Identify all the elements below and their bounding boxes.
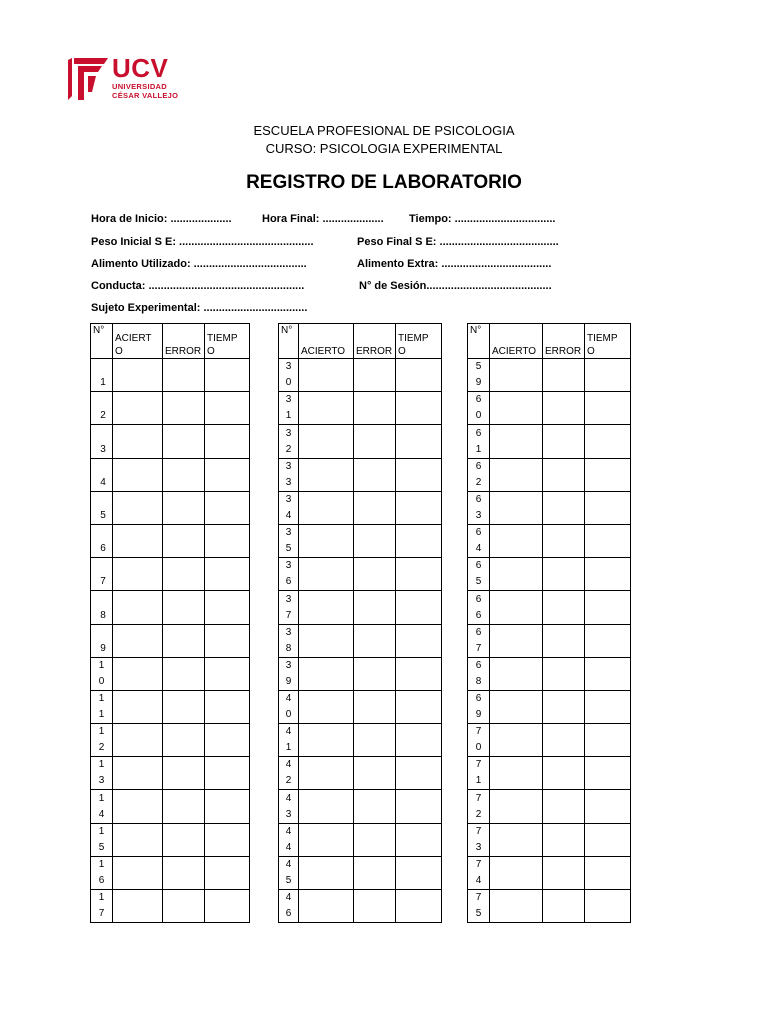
acierto-cell[interactable]	[113, 657, 163, 690]
tiempo-cell[interactable]	[205, 458, 250, 491]
tiempo-cell[interactable]	[396, 591, 442, 624]
row-number: 63	[468, 491, 490, 524]
error-cell[interactable]	[543, 790, 585, 823]
acierto-cell[interactable]	[299, 890, 354, 923]
acierto-cell[interactable]	[299, 690, 354, 723]
row-number: 35	[279, 524, 299, 557]
header-acierto: ACIERTO	[299, 324, 354, 359]
tiempo-cell[interactable]	[585, 823, 631, 856]
acierto-cell[interactable]	[299, 591, 354, 624]
table-row	[468, 558, 631, 591]
header-acierto: ACIERTO	[113, 324, 163, 359]
tiempo-cell[interactable]	[396, 524, 442, 557]
table-row	[91, 458, 250, 491]
table-row	[279, 458, 442, 491]
school-heading: ESCUELA PROFESIONAL DE PSICOLOGIA	[253, 123, 515, 138]
header-acierto: ACIERTO	[490, 324, 543, 359]
error-cell[interactable]	[543, 458, 585, 491]
error-cell[interactable]	[543, 591, 585, 624]
error-cell[interactable]	[354, 856, 396, 889]
row-number: 41	[279, 724, 299, 757]
conducta-field: Conducta: ...................................................	[91, 280, 305, 292]
header-tiempo: TIEMPO	[396, 324, 442, 359]
error-cell[interactable]	[163, 591, 205, 624]
tiempo-cell[interactable]	[205, 425, 250, 458]
error-cell[interactable]	[354, 823, 396, 856]
table-row	[91, 890, 250, 923]
record-table-1	[90, 323, 250, 923]
tiempo-cell[interactable]	[205, 524, 250, 557]
row-number: 39	[279, 657, 299, 690]
error-cell[interactable]	[163, 790, 205, 823]
table-row	[279, 524, 442, 557]
acierto-cell[interactable]	[299, 392, 354, 425]
header-no: N°	[91, 324, 113, 359]
error-cell[interactable]	[354, 657, 396, 690]
acierto-cell[interactable]	[113, 558, 163, 591]
error-cell[interactable]	[163, 458, 205, 491]
row-number: 71	[468, 757, 490, 790]
peso-inicial-field: Peso Inicial S E: ............................................	[91, 236, 314, 248]
logo-line2: CÉSAR VALLEJO	[112, 91, 179, 100]
error-cell[interactable]	[543, 425, 585, 458]
sesion-field: N° de Sesión.........................................	[359, 280, 552, 292]
row-number: 10	[91, 657, 113, 690]
table-row	[91, 558, 250, 591]
tiempo-cell[interactable]	[585, 359, 631, 392]
acierto-cell[interactable]	[113, 624, 163, 657]
row-number: 62	[468, 458, 490, 491]
table-row	[279, 359, 442, 392]
error-cell[interactable]	[163, 856, 205, 889]
sujeto-field: Sujeto Experimental: ..................................	[91, 302, 308, 314]
acierto-cell[interactable]	[490, 823, 543, 856]
row-number: 42	[279, 757, 299, 790]
error-cell[interactable]	[543, 359, 585, 392]
table-row	[468, 458, 631, 491]
acierto-cell[interactable]	[113, 392, 163, 425]
error-cell[interactable]	[543, 890, 585, 923]
table-row	[91, 657, 250, 690]
row-number: 70	[468, 724, 490, 757]
acierto-cell[interactable]	[490, 624, 543, 657]
acierto-cell[interactable]	[113, 491, 163, 524]
tiempo-field: Tiempo: .................................	[409, 213, 556, 225]
table-row	[468, 757, 631, 790]
row-number: 67	[468, 624, 490, 657]
table-row	[468, 890, 631, 923]
row-number: 11	[91, 690, 113, 723]
table-row	[279, 624, 442, 657]
header-tiempo: TIEMPO	[585, 324, 631, 359]
acierto-cell[interactable]	[113, 890, 163, 923]
table-row	[279, 856, 442, 889]
row-number: 31	[279, 392, 299, 425]
row-number: 13	[91, 757, 113, 790]
table-row	[91, 856, 250, 889]
error-cell[interactable]	[543, 690, 585, 723]
acierto-cell[interactable]	[490, 491, 543, 524]
tiempo-cell[interactable]	[585, 524, 631, 557]
table-row	[468, 425, 631, 458]
row-number: 1	[91, 359, 113, 392]
table-row	[279, 558, 442, 591]
logo-name: UCV	[112, 53, 169, 83]
error-cell[interactable]	[543, 392, 585, 425]
acierto-cell[interactable]	[113, 690, 163, 723]
acierto-cell[interactable]	[299, 558, 354, 591]
tiempo-cell[interactable]	[205, 558, 250, 591]
acierto-cell[interactable]	[299, 823, 354, 856]
table-row	[91, 392, 250, 425]
table-row	[91, 491, 250, 524]
tiempo-cell[interactable]	[205, 359, 250, 392]
acierto-cell[interactable]	[490, 558, 543, 591]
page-title: REGISTRO DE LABORATORIO	[246, 172, 522, 193]
tiempo-cell[interactable]	[396, 425, 442, 458]
tiempo-cell[interactable]	[396, 491, 442, 524]
error-cell[interactable]	[354, 690, 396, 723]
tiempo-cell[interactable]	[396, 890, 442, 923]
error-cell[interactable]	[543, 724, 585, 757]
tiempo-cell[interactable]	[585, 690, 631, 723]
course-heading: CURSO: PSICOLOGIA EXPERIMENTAL	[265, 141, 503, 156]
table-row	[468, 690, 631, 723]
acierto-cell[interactable]	[299, 757, 354, 790]
acierto-cell[interactable]	[490, 392, 543, 425]
table-row	[468, 823, 631, 856]
row-number: 16	[91, 856, 113, 889]
acierto-cell[interactable]	[299, 524, 354, 557]
error-cell[interactable]	[543, 624, 585, 657]
error-cell[interactable]	[163, 425, 205, 458]
tiempo-cell[interactable]	[205, 392, 250, 425]
tiempo-cell[interactable]	[585, 591, 631, 624]
table-row	[279, 392, 442, 425]
record-table-2	[278, 323, 442, 923]
error-cell[interactable]	[354, 757, 396, 790]
acierto-cell[interactable]	[299, 790, 354, 823]
error-cell[interactable]	[354, 359, 396, 392]
table-row	[91, 724, 250, 757]
row-number: 36	[279, 558, 299, 591]
table-row	[91, 790, 250, 823]
error-cell[interactable]	[163, 657, 205, 690]
error-cell[interactable]	[163, 359, 205, 392]
error-cell[interactable]	[543, 491, 585, 524]
row-number: 66	[468, 591, 490, 624]
error-cell[interactable]	[543, 558, 585, 591]
tiempo-cell[interactable]	[205, 856, 250, 889]
tiempo-cell[interactable]	[205, 757, 250, 790]
row-number: 64	[468, 524, 490, 557]
acierto-cell[interactable]	[113, 823, 163, 856]
tiempo-cell[interactable]	[396, 690, 442, 723]
header-error: ERROR	[163, 324, 205, 359]
acierto-cell[interactable]	[299, 425, 354, 458]
acierto-cell[interactable]	[113, 591, 163, 624]
error-cell[interactable]	[543, 524, 585, 557]
error-cell[interactable]	[163, 524, 205, 557]
table-row	[91, 823, 250, 856]
error-cell[interactable]	[163, 823, 205, 856]
row-number: 74	[468, 856, 490, 889]
hora-inicio-field: Hora de Inicio: ....................	[91, 213, 232, 225]
error-cell[interactable]	[163, 757, 205, 790]
table-row	[468, 591, 631, 624]
error-cell[interactable]	[354, 392, 396, 425]
acierto-cell[interactable]	[490, 591, 543, 624]
table-row	[279, 890, 442, 923]
table-row	[279, 690, 442, 723]
table-row	[91, 425, 250, 458]
header-tiempo: TIEMPO	[205, 324, 250, 359]
record-table-3	[467, 323, 631, 923]
tiempo-cell[interactable]	[396, 757, 442, 790]
table-row	[279, 491, 442, 524]
row-number: 59	[468, 359, 490, 392]
error-cell[interactable]	[163, 558, 205, 591]
acierto-cell[interactable]	[299, 491, 354, 524]
error-cell[interactable]	[543, 856, 585, 889]
alimento-field: Alimento Utilizado: .....................................	[91, 258, 307, 270]
row-number: 43	[279, 790, 299, 823]
table-row	[468, 359, 631, 392]
row-number: 17	[91, 890, 113, 923]
table-row	[279, 425, 442, 458]
row-number: 60	[468, 392, 490, 425]
table-row	[468, 491, 631, 524]
header-no: N°	[279, 324, 299, 359]
table-row	[468, 524, 631, 557]
acierto-cell[interactable]	[113, 856, 163, 889]
row-number: 32	[279, 425, 299, 458]
error-cell[interactable]	[354, 558, 396, 591]
acierto-cell[interactable]	[113, 359, 163, 392]
tiempo-cell[interactable]	[396, 856, 442, 889]
error-cell[interactable]	[163, 491, 205, 524]
error-cell[interactable]	[354, 491, 396, 524]
row-number: 69	[468, 690, 490, 723]
error-cell[interactable]	[354, 890, 396, 923]
error-cell[interactable]	[354, 624, 396, 657]
acierto-cell[interactable]	[299, 657, 354, 690]
row-number: 4	[91, 458, 113, 491]
tiempo-cell[interactable]	[585, 458, 631, 491]
acierto-cell[interactable]	[299, 624, 354, 657]
table-row	[91, 690, 250, 723]
row-number: 73	[468, 823, 490, 856]
acierto-cell[interactable]	[299, 458, 354, 491]
tiempo-cell[interactable]	[205, 624, 250, 657]
row-number: 38	[279, 624, 299, 657]
tiempo-cell[interactable]	[585, 624, 631, 657]
acierto-cell[interactable]	[490, 425, 543, 458]
acierto-cell[interactable]	[490, 458, 543, 491]
table-row	[279, 823, 442, 856]
row-number: 5	[91, 491, 113, 524]
tiempo-cell[interactable]	[205, 790, 250, 823]
row-number: 2	[91, 392, 113, 425]
row-number: 6	[91, 524, 113, 557]
acierto-cell[interactable]	[490, 757, 543, 790]
tiempo-cell[interactable]	[396, 624, 442, 657]
tiempo-cell[interactable]	[585, 392, 631, 425]
row-number: 37	[279, 591, 299, 624]
tiempo-cell[interactable]	[205, 491, 250, 524]
table-row	[279, 657, 442, 690]
error-cell[interactable]	[543, 757, 585, 790]
table-row	[468, 624, 631, 657]
error-cell[interactable]	[543, 657, 585, 690]
acierto-cell[interactable]	[490, 856, 543, 889]
acierto-cell[interactable]	[113, 425, 163, 458]
row-number: 33	[279, 458, 299, 491]
alimento-extra-field: Alimento Extra: ....................................	[357, 258, 552, 270]
tiempo-cell[interactable]	[205, 724, 250, 757]
table-row	[468, 392, 631, 425]
error-cell[interactable]	[163, 624, 205, 657]
row-number: 3	[91, 425, 113, 458]
logo-text	[112, 54, 178, 100]
ucv-logo-icon	[68, 56, 108, 102]
tiempo-cell[interactable]	[396, 790, 442, 823]
logo-line1: UNIVERSIDAD	[112, 82, 167, 91]
row-number: 44	[279, 823, 299, 856]
acierto-cell[interactable]	[113, 790, 163, 823]
error-cell[interactable]	[163, 392, 205, 425]
acierto-cell[interactable]	[113, 458, 163, 491]
error-cell[interactable]	[354, 524, 396, 557]
table-row	[279, 724, 442, 757]
row-number: 8	[91, 591, 113, 624]
acierto-cell[interactable]	[490, 359, 543, 392]
header-error: ERROR	[354, 324, 396, 359]
acierto-cell[interactable]	[490, 524, 543, 557]
header-no: N°	[468, 324, 490, 359]
acierto-cell[interactable]	[113, 757, 163, 790]
row-number: 65	[468, 558, 490, 591]
tiempo-cell[interactable]	[396, 558, 442, 591]
table-row	[279, 591, 442, 624]
acierto-cell[interactable]	[299, 359, 354, 392]
table-row	[91, 524, 250, 557]
row-number: 9	[91, 624, 113, 657]
tiempo-cell[interactable]	[396, 724, 442, 757]
acierto-cell[interactable]	[299, 724, 354, 757]
acierto-cell[interactable]	[490, 690, 543, 723]
error-cell[interactable]	[354, 724, 396, 757]
error-cell[interactable]	[163, 890, 205, 923]
acierto-cell[interactable]	[490, 657, 543, 690]
table-row	[91, 591, 250, 624]
tiempo-cell[interactable]	[396, 823, 442, 856]
row-number: 12	[91, 724, 113, 757]
row-number: 34	[279, 491, 299, 524]
row-number: 46	[279, 890, 299, 923]
tiempo-cell[interactable]	[585, 724, 631, 757]
row-number: 30	[279, 359, 299, 392]
peso-final-field: Peso Final S E: .......................................	[357, 236, 559, 248]
row-number: 68	[468, 657, 490, 690]
tiempo-cell[interactable]	[396, 392, 442, 425]
row-number: 45	[279, 856, 299, 889]
table-row	[468, 856, 631, 889]
error-cell[interactable]	[354, 458, 396, 491]
error-cell[interactable]	[354, 591, 396, 624]
acierto-cell[interactable]	[490, 790, 543, 823]
tiempo-cell[interactable]	[205, 823, 250, 856]
error-cell[interactable]	[354, 790, 396, 823]
tiempo-cell[interactable]	[396, 657, 442, 690]
row-number: 15	[91, 823, 113, 856]
acierto-cell[interactable]	[299, 856, 354, 889]
tiempo-cell[interactable]	[585, 757, 631, 790]
tiempo-cell[interactable]	[585, 890, 631, 923]
error-cell[interactable]	[543, 823, 585, 856]
acierto-cell[interactable]	[113, 524, 163, 557]
tiempo-cell[interactable]	[585, 856, 631, 889]
table-row	[468, 790, 631, 823]
row-number: 40	[279, 690, 299, 723]
table-row	[279, 757, 442, 790]
tiempo-cell[interactable]	[205, 890, 250, 923]
hora-final-field: Hora Final: ....................	[262, 213, 384, 225]
table-row	[279, 790, 442, 823]
row-number: 14	[91, 790, 113, 823]
tiempo-cell[interactable]	[585, 491, 631, 524]
table-row	[468, 657, 631, 690]
tiempo-cell[interactable]	[396, 458, 442, 491]
tiempo-cell[interactable]	[585, 790, 631, 823]
row-number: 72	[468, 790, 490, 823]
error-cell[interactable]	[354, 425, 396, 458]
row-number: 7	[91, 558, 113, 591]
acierto-cell[interactable]	[490, 890, 543, 923]
tiempo-cell[interactable]	[205, 591, 250, 624]
table-row	[91, 757, 250, 790]
table-row	[468, 724, 631, 757]
tiempo-cell[interactable]	[585, 425, 631, 458]
tiempo-cell[interactable]	[205, 657, 250, 690]
table-row	[91, 624, 250, 657]
row-number: 61	[468, 425, 490, 458]
header-error: ERROR	[543, 324, 585, 359]
tiempo-cell[interactable]	[205, 690, 250, 723]
tiempo-cell[interactable]	[585, 558, 631, 591]
acierto-cell[interactable]	[113, 724, 163, 757]
tiempo-cell[interactable]	[585, 657, 631, 690]
table-row	[91, 359, 250, 392]
error-cell[interactable]	[163, 690, 205, 723]
tiempo-cell[interactable]	[396, 359, 442, 392]
acierto-cell[interactable]	[490, 724, 543, 757]
row-number: 75	[468, 890, 490, 923]
error-cell[interactable]	[163, 724, 205, 757]
